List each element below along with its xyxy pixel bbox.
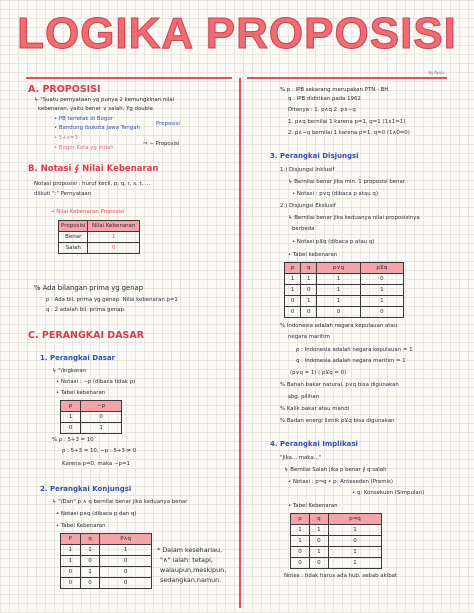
example-b-line-2: q : 2 adalah bil. prima genap. xyxy=(46,307,126,313)
section-b-text-2: diikuti ":" Pernyataan xyxy=(34,191,92,197)
table-cell: 0 xyxy=(88,243,140,254)
table-header: q xyxy=(309,514,328,525)
negation-table xyxy=(60,400,122,434)
table-cell: 0 xyxy=(285,307,301,318)
table-cell: 0 xyxy=(80,578,100,589)
table-cell: 1 xyxy=(100,545,152,556)
section-a-heading: A. PROPOSISI xyxy=(28,84,101,95)
top-rule-right xyxy=(247,77,447,79)
conjunction-table xyxy=(60,533,152,589)
disj-example-1: % Indonesia adalah negara kepulauan atau xyxy=(280,323,398,329)
table-cell: 1 xyxy=(61,412,81,423)
table-cell: 0 xyxy=(360,274,403,285)
table-cell: 1 xyxy=(360,296,403,307)
table-cell: 0 xyxy=(360,307,403,318)
table-cell: 1 xyxy=(81,423,122,434)
table-cell: 0 xyxy=(61,423,81,434)
truth-value-subheading: → Nilai Kebenaran Proposisi xyxy=(50,209,125,215)
disj-exclusive: 2.) Disjungsi Ekslusif xyxy=(280,203,336,209)
example-b-heading: % Ada bilangan prima yg genap xyxy=(34,284,144,292)
table-cell: 0 xyxy=(61,567,81,578)
negation-def: ↳ "/ingkaran xyxy=(52,368,87,374)
table-cell: 1 xyxy=(88,232,140,243)
table-cell: 1 xyxy=(291,525,310,536)
table-header: Proposisi xyxy=(59,221,88,232)
section-a-text-2: kebenaran, yaitu benar ∨ salah. Yg double xyxy=(38,106,153,112)
section-c-heading: C. PERANGKAI DASAR xyxy=(28,330,145,341)
prop-item-2: • Bandung ibukota Jawa Tengah xyxy=(54,125,140,131)
subsection-2-heading: 2. Perangkai Konjungsi xyxy=(40,485,132,493)
author-signature: by.Ayuu xyxy=(428,70,444,75)
table-header: p xyxy=(285,263,301,274)
conjunction-note-2: "∧" ialah: tetapi, xyxy=(160,556,213,564)
table-cell: 1 xyxy=(285,285,301,296)
table-cell: 1 xyxy=(317,296,360,307)
disj-example-3: p : Indonesia adalah negara kepulauan = 1 xyxy=(296,347,413,353)
conjunction-note-1: * Dalam kesehariau, xyxy=(157,546,223,554)
disj-inclusive-def: ↳ Bernilai benar jika min. 1 proposisi benar xyxy=(288,179,405,185)
section-b-text-1: Notasi proposisi : huruf kecil, p, q, r, s, t, ... xyxy=(34,181,151,187)
disj-table-label: • Tabel kebenaran xyxy=(288,252,338,258)
column-divider xyxy=(239,78,241,608)
table-cell: 1 xyxy=(328,547,381,558)
negation-example-1: % p : 5+3 = 10 xyxy=(52,437,94,443)
disj-exclusive-notation: • Notasi p⊻q (dibaca p atau q) xyxy=(292,239,375,245)
table-cell: 0 xyxy=(317,307,360,318)
table-cell: 0 xyxy=(291,558,310,569)
implication-table-label: • Tabel Kebenaran xyxy=(288,503,338,509)
disj-example-4: q : Indonesia adalah negara maritim = 1 xyxy=(296,358,406,364)
page-title: LOGIKA PROPOSISI xyxy=(17,9,457,58)
table-cell: 0 xyxy=(100,578,152,589)
table-cell: 1 xyxy=(301,274,317,285)
conjunction-note-4: sedangkan,namun. xyxy=(160,576,222,584)
table-header: p xyxy=(61,401,81,412)
table-cell: 1 xyxy=(61,545,81,556)
table-cell: 1 xyxy=(80,545,100,556)
example-ipb-question: Ditanya : 1. p∧q 2. p∧∼q xyxy=(288,107,356,113)
disjunction-table xyxy=(284,262,404,318)
disj-exclusive-def-2: berbeda xyxy=(292,226,315,232)
table-cell: 0 xyxy=(328,536,381,547)
table-cell: 0 xyxy=(100,567,152,578)
table-cell: 1 xyxy=(328,525,381,536)
conjunction-table-label: • Tabel Kebenaran xyxy=(56,523,106,529)
disj-example-5: (p∨q = 1) ( p⊻q = 0) xyxy=(290,370,347,376)
disj-example-9: % Badan energi listrik p⊻q bisa digunakan xyxy=(280,418,395,424)
example-b-line-1: p : Ada bil. prima yg genap. Nilai kebenaran p=1 xyxy=(46,297,178,303)
table-cell: 1 xyxy=(61,556,81,567)
table-cell: 0 xyxy=(309,536,328,547)
disj-example-7: sbg. pilihan xyxy=(288,394,320,400)
implication-table xyxy=(290,513,382,569)
negation-example-2: p : 5+3 = 10, ∼p : 5+3 ≠ 0 xyxy=(62,448,137,454)
negation-example-3: Karena p=0, maka ∼p=1 xyxy=(62,461,130,467)
disj-example-6: % Bahan bakar natural, p∨q bisa digunakan xyxy=(280,382,399,388)
table-header: P∧q xyxy=(100,534,152,545)
prop-item-3: • 5+x=3 xyxy=(54,135,78,141)
implication-def: ↳ Bernilai Salah jika p benar ∮ q salah xyxy=(284,467,387,473)
implication-notation: • Notasi : p⇒q • p: Anteseden (Premis) xyxy=(288,479,393,485)
subsection-3-heading: 3. Perangkai Disjungsi xyxy=(270,152,359,160)
table-cell: 1 xyxy=(301,296,317,307)
table-cell: 1 xyxy=(328,558,381,569)
subsection-4-heading: 4. Perangkai Implikasi xyxy=(270,440,358,448)
table-cell: 0 xyxy=(285,296,301,307)
table-header: q xyxy=(80,534,100,545)
example-ipb-answer-2: 2. p∧∼q bernilai 1 karena p=1, q=0 (1∧0=0) xyxy=(288,130,410,136)
implication-phrase: "Jika... maka..." xyxy=(280,455,322,461)
implication-consequent: • q: Konsekuen (Simpulan) xyxy=(352,490,425,496)
prop-label: Proposisi xyxy=(156,121,180,127)
table-header: q xyxy=(301,263,317,274)
section-b-heading: B. Notasi ∮ Nilai Kebenaran xyxy=(28,164,159,174)
example-ipb-answer-1: 1. p∧q bernilai 1 karena p=1, q=1 (1∧1=1) xyxy=(288,119,406,125)
implication-notes: Notes : tidak harus ada hub. sebab akibat xyxy=(284,573,398,579)
conjunction-def: ↳ "/Dan" p ∧ q bernilai benar jika keduanya benar xyxy=(52,499,188,505)
table-cell: 1 xyxy=(360,285,403,296)
table-cell: Benar xyxy=(59,232,88,243)
prop-item-4: • Bogor Kota yg Indah xyxy=(54,145,114,151)
table-header: p⇒q xyxy=(328,514,381,525)
truth-value-table xyxy=(58,220,140,254)
section-a-text-1: ↳ "Suatu pernyataan yg punya 2 kemungkinan nilai xyxy=(34,97,175,103)
negation-notation: • Notasi : ∼p (dibaca tidak p) xyxy=(56,379,136,385)
table-cell: Salah xyxy=(59,243,88,254)
table-header: Nilai Kebenaran xyxy=(88,221,140,232)
table-cell: 1 xyxy=(317,285,360,296)
table-header: p xyxy=(291,514,310,525)
subsection-1-heading: 1. Perangkai Dasar xyxy=(40,354,116,362)
table-cell: 0 xyxy=(301,307,317,318)
disj-example-8: % Kalik bakar atau mandi xyxy=(280,406,350,412)
table-cell: 0 xyxy=(301,285,317,296)
top-rule-left xyxy=(26,77,232,79)
conjunction-note-3: walaupun,meskipun, xyxy=(160,566,227,574)
table-cell: 0 xyxy=(100,556,152,567)
disj-exclusive-def: ↳ Bernilai benar jika keduanya nilai proposisinya xyxy=(288,215,420,221)
prop-item-1: • PB terletak di Bogor xyxy=(54,116,113,122)
table-cell: 1 xyxy=(80,567,100,578)
example-ipb-1: % p : IPB sekarang merupakan PTN - BH xyxy=(280,87,389,93)
table-cell: 0 xyxy=(80,556,100,567)
disj-inclusive-notation: • Notasi : p∨q (dibaca p atau q) xyxy=(292,191,378,197)
disj-inclusive: 1.) Disjungsi Inklusif xyxy=(280,167,335,173)
table-cell: 1 xyxy=(317,274,360,285)
table-header: p⊻q xyxy=(360,263,403,274)
table-cell: 0 xyxy=(81,412,122,423)
table-cell: 1 xyxy=(309,547,328,558)
table-header: ∼p xyxy=(81,401,122,412)
table-cell: 0 xyxy=(291,547,310,558)
table-header: P xyxy=(61,534,81,545)
negation-table-label: • Tabel kebenaran xyxy=(56,390,106,396)
disj-example-2: negara maritim xyxy=(288,334,330,340)
table-cell: 1 xyxy=(291,536,310,547)
conjunction-notation: • Notasi p∧q (dibaca p dan q) xyxy=(56,511,137,517)
table-cell: 0 xyxy=(309,558,328,569)
table-cell: 0 xyxy=(61,578,81,589)
table-cell: 1 xyxy=(285,274,301,285)
example-ipb-2: q : IPB didirikan pada 1962 xyxy=(288,96,361,102)
table-cell: 1 xyxy=(309,525,328,536)
table-header: p∨q xyxy=(317,263,360,274)
not-prop-label: ⇒ ∼ Proposisi xyxy=(143,141,180,147)
